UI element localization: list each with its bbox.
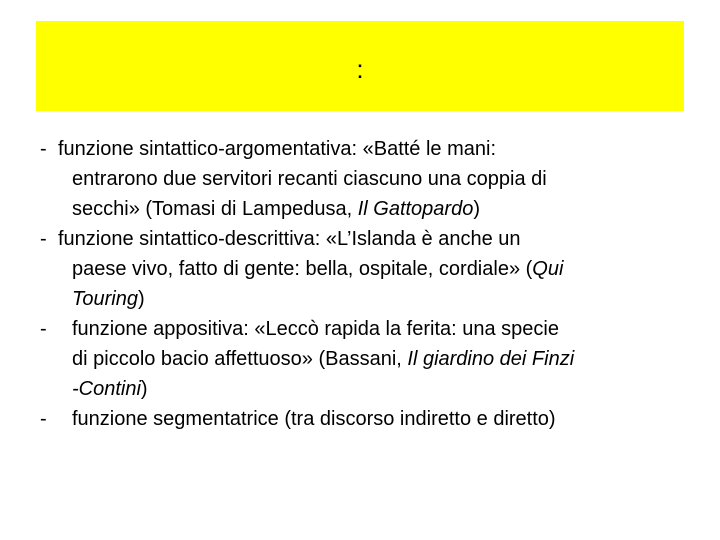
item-text-line: funzione appositiva: «Leccò rapida la ferita: una specie <box>72 318 559 340</box>
title-band <box>36 21 684 111</box>
item-text-line: entrarono due servitori recanti ciascuno una coppia di <box>72 168 547 190</box>
slide-title: : <box>356 54 364 84</box>
work-title: Touring <box>72 288 138 310</box>
work-title: -Contini <box>72 378 141 400</box>
item-text-line: paese vivo, fatto di gente: bella, ospitale, cordiale» (Qui <box>72 258 564 280</box>
item-text-line: Touring) <box>72 288 145 310</box>
list-item <box>40 404 690 434</box>
item-text-line: secchi» (Tomasi di Lampedusa, Il Gattopardo) <box>72 198 480 220</box>
item-text-line: -Contini) <box>72 378 148 400</box>
list-item <box>40 224 690 314</box>
list-dash: - <box>40 408 47 430</box>
work-title: Il Gattopardo <box>357 198 474 220</box>
item-text-line: funzione sintattico-argomentativa: «Batté le mani: <box>58 138 497 160</box>
list-dash: - <box>40 228 47 250</box>
list-dash: - <box>40 138 47 160</box>
item-text-line: funzione sintattico-descrittiva: «L’Islanda è anche un <box>58 228 521 250</box>
list-item <box>40 314 690 404</box>
item-text-line: funzione segmentatrice (tra discorso indiretto e diretto) <box>72 408 556 430</box>
list-item <box>40 134 690 224</box>
list-dash: - <box>40 318 47 340</box>
work-title: Il giardino dei Finzi <box>407 348 575 370</box>
item-text-line: di piccolo bacio affettuoso» (Bassani, Il giardino dei Finzi <box>72 348 575 370</box>
work-title: Qui <box>532 258 564 280</box>
bullet-list <box>40 134 690 434</box>
